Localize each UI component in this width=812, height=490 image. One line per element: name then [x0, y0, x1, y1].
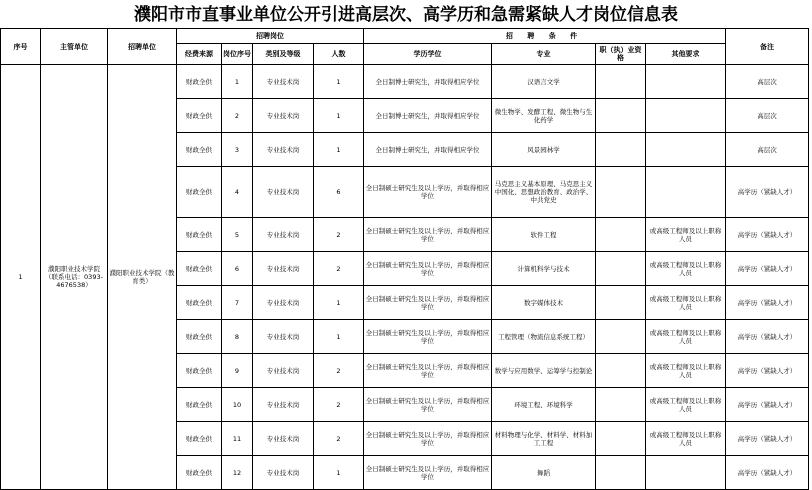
- cell-remark: 高学历（紧缺人才）: [726, 388, 809, 422]
- header-other: 其他要求: [646, 44, 726, 65]
- table-title: 濮阳市市直事业单位公开引进高层次、高学历和急需紧缺人才岗位信息表: [134, 5, 678, 25]
- cell-category: 专业技术岗: [253, 167, 314, 218]
- header-major: 专业: [492, 44, 596, 65]
- cell-other: 或高级工程师及以上职称人员: [646, 422, 726, 456]
- cell-major: 汉语言文学: [492, 65, 596, 99]
- cell-title-req: [596, 99, 646, 133]
- cell-post-no: 10: [222, 388, 253, 422]
- org-dept: 濮阳职业技术学院（联系电话：0393-4676538）: [41, 65, 108, 490]
- cell-title-req: [596, 65, 646, 99]
- cell-post-no: 8: [222, 320, 253, 354]
- cell-degree: 全日制硕士研究生及以上学历，并取得相应学位: [364, 167, 492, 218]
- cell-funding: 财政全供: [177, 252, 222, 286]
- cell-category: 专业技术岗: [253, 286, 314, 320]
- cell-other: 或高级工程师及以上职称人员: [646, 320, 726, 354]
- cell-major: 风景园林学: [492, 133, 596, 167]
- cell-major: 数字媒体技术: [492, 286, 596, 320]
- cell-degree: 全日制硕士研究生及以上学历，并取得相应学位: [364, 218, 492, 252]
- cell-degree: 全日制博士研究生，并取得相应学位: [364, 99, 492, 133]
- cell-degree: 全日制硕士研究生及以上学历，并取得相应学位: [364, 388, 492, 422]
- header-degree: 学历学位: [364, 44, 492, 65]
- cell-post-no: 11: [222, 422, 253, 456]
- cell-major: 材料物理与化学、材料学、材料加工工程: [492, 422, 596, 456]
- cell-post-no: 1: [222, 65, 253, 99]
- cell-other: 或高级工程师及以上职称人员: [646, 388, 726, 422]
- cell-post-no: 9: [222, 354, 253, 388]
- header-post-no: 岗位序号: [222, 44, 253, 65]
- cell-other: 或高级工程师及以上职称人员: [646, 252, 726, 286]
- cell-remark: 高学历（紧缺人才）: [726, 354, 809, 388]
- cell-funding: 财政全供: [177, 99, 222, 133]
- cell-category: 专业技术岗: [253, 218, 314, 252]
- cell-other: [646, 65, 726, 99]
- cell-degree: 全日制博士研究生，并取得相应学位: [364, 65, 492, 99]
- cell-degree: 全日制硕士研究生及以上学历，并取得相应学位: [364, 320, 492, 354]
- cell-post-no: 3: [222, 133, 253, 167]
- cell-funding: 财政全供: [177, 133, 222, 167]
- cell-funding: 财政全供: [177, 422, 222, 456]
- cell-post-no: 6: [222, 252, 253, 286]
- cell-title-req: [596, 286, 646, 320]
- cell-remark: 高层次: [726, 133, 809, 167]
- cell-remark: 高学历（紧缺人才）: [726, 252, 809, 286]
- header-remark: 备注: [726, 29, 809, 65]
- header-funding: 经费来源: [177, 44, 222, 65]
- cell-major: 软件工程: [492, 218, 596, 252]
- cell-count: 1: [314, 456, 364, 490]
- cell-funding: 财政全供: [177, 354, 222, 388]
- cell-title-req: [596, 388, 646, 422]
- cell-major: 微生物学、发酵工程、微生物与生化药学: [492, 99, 596, 133]
- cell-count: 2: [314, 354, 364, 388]
- cell-post-no: 4: [222, 167, 253, 218]
- cell-remark: 高学历（紧缺人才）: [726, 422, 809, 456]
- org-seq: 1: [1, 65, 41, 490]
- cell-degree: 全日制硕士研究生及以上学历，并取得相应学位: [364, 422, 492, 456]
- cell-count: 1: [314, 320, 364, 354]
- cell-remark: 高层次: [726, 65, 809, 99]
- cell-major: 工程管理（物流信息系统工程）: [492, 320, 596, 354]
- org-unit: 濮阳职业技术学院（教育类）: [108, 65, 177, 490]
- cell-funding: 财政全供: [177, 286, 222, 320]
- header-seq: 序号: [1, 29, 41, 65]
- header-count: 人数: [314, 44, 364, 65]
- header-group-post: 招聘岗位: [177, 29, 364, 44]
- cell-other: 或高级工程师及以上职称人员: [646, 354, 726, 388]
- cell-remark: 高层次: [726, 99, 809, 133]
- cell-degree: 全日制硕士研究生及以上学历，并取得相应学位: [364, 456, 492, 490]
- cell-major: 计算机科学与技术: [492, 252, 596, 286]
- cell-title-req: [596, 320, 646, 354]
- cell-degree: 全日制硕士研究生及以上学历，并取得相应学位: [364, 354, 492, 388]
- cell-post-no: 2: [222, 99, 253, 133]
- cell-title-req: [596, 422, 646, 456]
- cell-category: 专业技术岗: [253, 422, 314, 456]
- cell-degree: 全日制博士研究生，并取得相应学位: [364, 133, 492, 167]
- cell-other: [646, 167, 726, 218]
- cell-count: 6: [314, 167, 364, 218]
- cell-title-req: [596, 456, 646, 490]
- cell-funding: 财政全供: [177, 456, 222, 490]
- cell-remark: 高学历（紧缺人才）: [726, 286, 809, 320]
- cell-funding: 财政全供: [177, 218, 222, 252]
- cell-remark: 高学历（紧缺人才）: [726, 456, 809, 490]
- cell-count: 1: [314, 133, 364, 167]
- cell-remark: 高学历（紧缺人才）: [726, 320, 809, 354]
- cell-title-req: [596, 167, 646, 218]
- cell-post-no: 5: [222, 218, 253, 252]
- cell-count: 2: [314, 218, 364, 252]
- cell-post-no: 7: [222, 286, 253, 320]
- cell-title-req: [596, 133, 646, 167]
- cell-funding: 财政全供: [177, 65, 222, 99]
- cell-title-req: [596, 218, 646, 252]
- cell-other: [646, 456, 726, 490]
- cell-funding: 财政全供: [177, 167, 222, 218]
- cell-other: 或高级工程师及以上职称人员: [646, 286, 726, 320]
- job-info-table: [0, 28, 809, 490]
- cell-major: 数学与应用数学、运筹学与控制论: [492, 354, 596, 388]
- cell-category: 专业技术岗: [253, 456, 314, 490]
- cell-title-req: [596, 252, 646, 286]
- cell-category: 专业技术岗: [253, 252, 314, 286]
- header-title-req: 职（执）业资格: [596, 44, 646, 65]
- cell-other: [646, 133, 726, 167]
- cell-category: 专业技术岗: [253, 133, 314, 167]
- cell-degree: 全日制硕士研究生及以上学历，并取得相应学位: [364, 286, 492, 320]
- cell-count: 2: [314, 422, 364, 456]
- cell-post-no: 12: [222, 456, 253, 490]
- cell-title-req: [596, 354, 646, 388]
- cell-major: 环境工程、环境科学: [492, 388, 596, 422]
- header-unit: 招聘单位: [108, 29, 177, 65]
- cell-major: 舞蹈: [492, 456, 596, 490]
- cell-funding: 财政全供: [177, 320, 222, 354]
- cell-count: 1: [314, 65, 364, 99]
- cell-degree: 全日制硕士研究生及以上学历，并取得相应学位: [364, 252, 492, 286]
- cell-count: 1: [314, 99, 364, 133]
- cell-count: 1: [314, 286, 364, 320]
- header-category: 类别及等级: [253, 44, 314, 65]
- cell-category: 专业技术岗: [253, 99, 314, 133]
- cell-count: 2: [314, 252, 364, 286]
- header-group-conditions: 招 聘 条 件: [364, 29, 726, 44]
- cell-remark: 高学历（紧缺人才）: [726, 218, 809, 252]
- header-dept: 主管单位: [41, 29, 108, 65]
- cell-other: [646, 99, 726, 133]
- cell-funding: 财政全供: [177, 388, 222, 422]
- cell-remark: 高学历（紧缺人才）: [726, 167, 809, 218]
- cell-category: 专业技术岗: [253, 354, 314, 388]
- cell-category: 专业技术岗: [253, 388, 314, 422]
- cell-count: 2: [314, 388, 364, 422]
- cell-other: 或高级工程师及以上职称人员: [646, 218, 726, 252]
- cell-category: 专业技术岗: [253, 65, 314, 99]
- cell-category: 专业技术岗: [253, 320, 314, 354]
- cell-major: 马克思主义基本原理、马克思主义中国化、思想政治教育、政治学、中共党史: [492, 167, 596, 218]
